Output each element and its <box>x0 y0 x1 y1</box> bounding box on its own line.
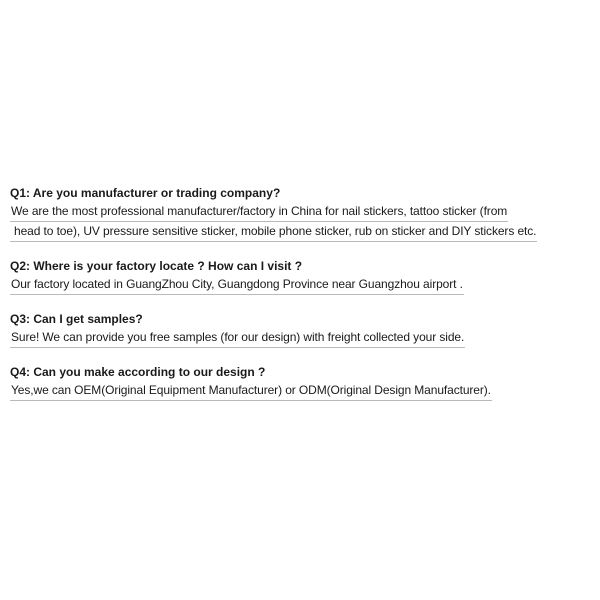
faq-answer-2-line-1-text: Our factory located in GuangZhou City, Guangdong Province near Guangzhou airport . <box>10 275 464 295</box>
faq-answer-4-line-1-text: Yes,we can OEM(Original Equipment Manufacturer) or ODM(Original Design Manufacturer). <box>10 381 492 401</box>
faq-section <box>10 184 590 416</box>
faq-item-3 <box>10 310 590 348</box>
faq-item-2 <box>10 257 590 295</box>
faq-answer-4-line-1 <box>10 381 590 401</box>
faq-answer-2-line-1 <box>10 275 590 295</box>
faq-answer-3-line-1-text: Sure! We can provide you free samples (for our design) with freight collected your side. <box>10 328 465 348</box>
faq-answer-3-line-1 <box>10 328 590 348</box>
faq-item-4 <box>10 363 590 401</box>
faq-answer-1-line-1-text: We are the most professional manufacturer/factory in China for nail stickers, tattoo sticker (from <box>10 202 508 222</box>
faq-item-1 <box>10 184 590 242</box>
faq-answer-1-line-1 <box>10 202 590 222</box>
faq-answer-1-line-2-text: head to toe), UV pressure sensitive sticker, mobile phone sticker, rub on sticker and DIY stickers etc. <box>10 222 537 242</box>
faq-answer-1-line-2 <box>10 222 590 242</box>
faq-question-2: Q2: Where is your factory locate ? How can I visit ? <box>10 259 303 273</box>
faq-question-4: Q4: Can you make according to our design ? <box>10 365 266 379</box>
faq-question-1: Q1: Are you manufacturer or trading company? <box>10 186 281 200</box>
faq-question-3: Q3: Can I get samples? <box>10 312 143 326</box>
